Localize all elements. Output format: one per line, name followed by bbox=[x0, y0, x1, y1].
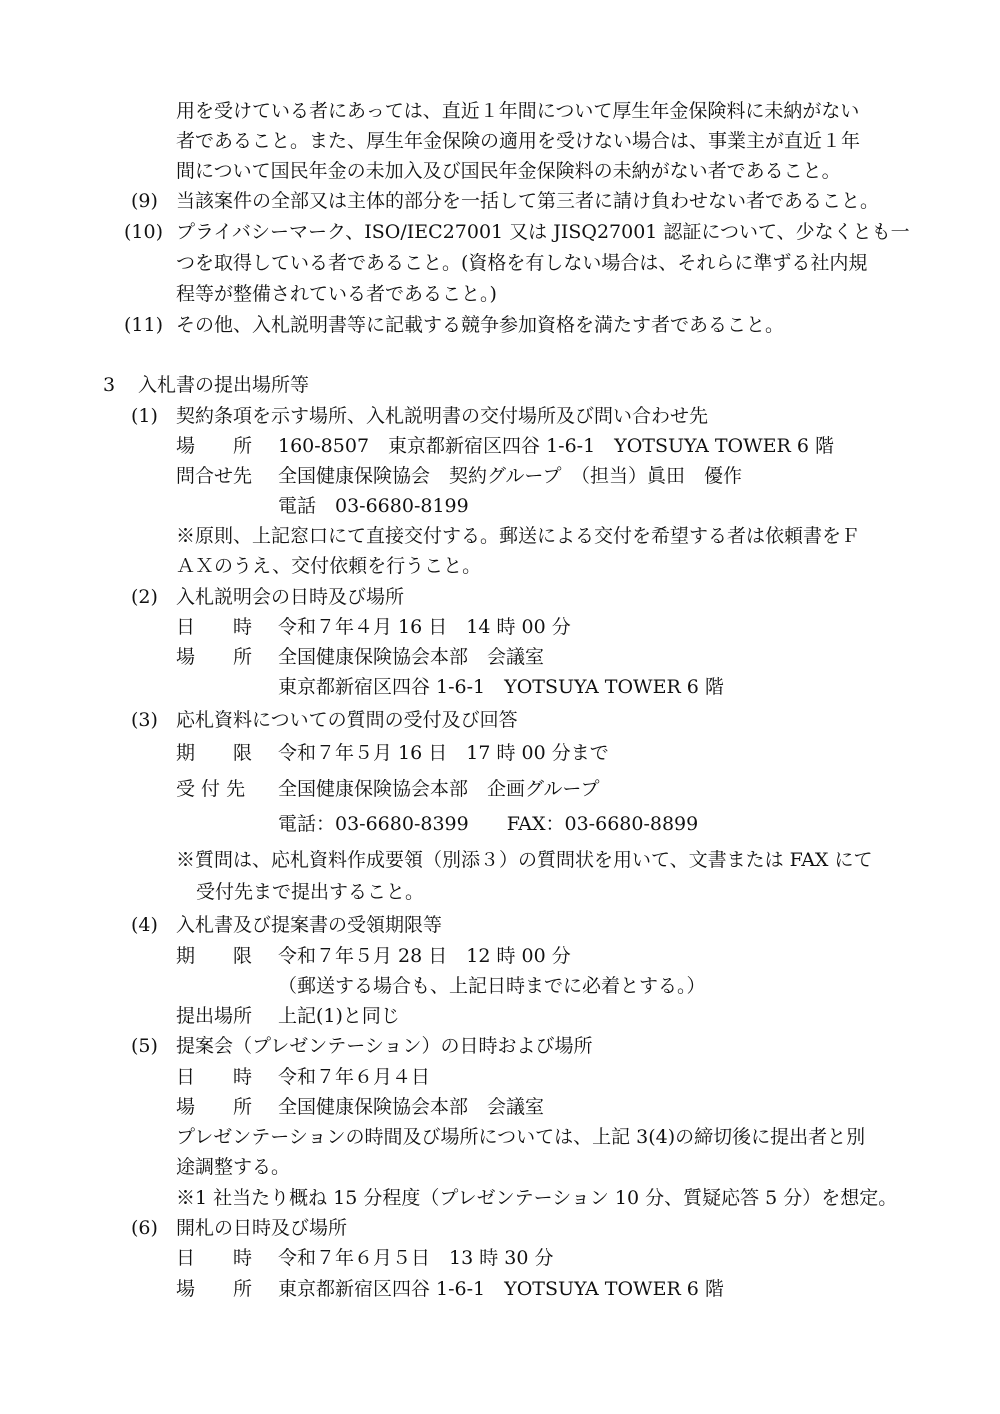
field-label: 日 時 bbox=[176, 1247, 253, 1269]
field-label: 日 時 bbox=[176, 1066, 253, 1088]
field-value: 令和７年６月５日 13 時 30 分 bbox=[278, 1247, 554, 1269]
subsection-number: (3) bbox=[131, 709, 158, 731]
subsection-number: (1) bbox=[131, 405, 158, 427]
subsection-title: 提案会（プレゼンテーション）の日時および場所 bbox=[176, 1035, 593, 1057]
subsection-number: (6) bbox=[131, 1217, 158, 1239]
field-label: 場 所 bbox=[176, 646, 253, 668]
subsection-title: 契約条項を示す場所、入札説明書の交付場所及び問い合わせ先 bbox=[176, 405, 709, 427]
field-label: 期 限 bbox=[176, 945, 253, 967]
item-number: (10) bbox=[124, 221, 164, 243]
subsection-number: (5) bbox=[131, 1035, 158, 1057]
field-value: 令和７年５月 28 日 12 時 00 分 bbox=[278, 945, 571, 967]
subsection-title: 入札書及び提案書の受領期限等 bbox=[176, 914, 443, 936]
note-text: ＡＸのうえ、交付依頼を行うこと。 bbox=[176, 555, 482, 577]
note-text: ※原則、上記窓口にて直接交付する。郵送による交付を希望する者は依頼書をＦ bbox=[176, 525, 861, 547]
item-text: その他、入札説明書等に記載する競争参加資格を満たす者であること。 bbox=[176, 314, 785, 336]
phone-number: 電話：03-6680-8399 FAX：03-6680-8899 bbox=[278, 813, 699, 835]
field-value: 160-8507 東京都新宿区四谷 1-6-1 YOTSUYA TOWER 6 階 bbox=[278, 435, 834, 457]
field-label: 期 限 bbox=[176, 742, 253, 764]
subsection-title: 開札の日時及び場所 bbox=[176, 1217, 348, 1239]
field-value: 令和７年４月 16 日 14 時 00 分 bbox=[278, 616, 571, 638]
address-text: 東京都新宿区四谷 1-6-1 YOTSUYA TOWER 6 階 bbox=[278, 676, 724, 698]
field-label: 問合せ先 bbox=[176, 465, 253, 487]
section-title: 入札書の提出場所等 bbox=[138, 374, 310, 396]
note-text: 受付先まで提出すること。 bbox=[196, 881, 425, 903]
note-text: ※1 社当たり概ね 15 分程度（プレゼンテーション 10 分、質疑応答 5 分）を想定。 bbox=[176, 1187, 898, 1209]
field-label: 受 付 先 bbox=[176, 778, 246, 800]
item-text: プライバシーマーク、ISO/IEC27001 又は JISQ27001 認証について、少なくとも一 bbox=[176, 221, 910, 243]
phone-number: 電話 03-6680-8199 bbox=[278, 495, 469, 517]
text-line: 用を受けている者にあっては、直近１年間について厚生年金保険料に未納がない bbox=[176, 100, 860, 122]
text-line: 間について国民年金の未加入及び国民年金保険料の未納がない者であること。 bbox=[176, 160, 841, 182]
subsection-title: 入札説明会の日時及び場所 bbox=[176, 586, 405, 608]
item-text: 当該案件の全部又は主体的部分を一括して第三者に請け負わせない者であること。 bbox=[176, 190, 880, 212]
field-label: 日 時 bbox=[176, 616, 253, 638]
item-number: (11) bbox=[124, 314, 164, 336]
subsection-number: (4) bbox=[131, 914, 158, 936]
description-text: 途調整する。 bbox=[176, 1156, 291, 1178]
field-value: 令和７年５月 16 日 17 時 00 分まで bbox=[278, 742, 609, 764]
subsection-number: (2) bbox=[131, 586, 158, 608]
item-text: つを取得している者であること。(資格を有しない場合は、それらに準ずる社内規 bbox=[176, 252, 868, 274]
subsection-title: 応札資料についての質問の受付及び回答 bbox=[176, 709, 518, 731]
field-value: 東京都新宿区四谷 1-6-1 YOTSUYA TOWER 6 階 bbox=[278, 1278, 724, 1300]
description-text: プレゼンテーションの時間及び場所については、上記 3(4)の締切後に提出者と別 bbox=[176, 1126, 866, 1148]
text-line: 者であること。また、厚生年金保険の適用を受けない場合は、事業主が直近１年 bbox=[176, 130, 861, 152]
field-value: 全国健康保険協会本部 企画グループ bbox=[278, 778, 600, 800]
field-label: 提出場所 bbox=[176, 1005, 253, 1027]
note-text: ※質問は、応札資料作成要領（別添３）の質問状を用いて、文書または FAX にて bbox=[176, 849, 873, 871]
section-number: 3 bbox=[103, 374, 116, 396]
field-value: 全国健康保険協会本部 会議室 bbox=[278, 646, 545, 668]
field-value: 上記(1)と同じ bbox=[278, 1005, 400, 1027]
deadline-note: （郵送する場合も、上記日時までに必着とする。） bbox=[278, 975, 706, 997]
item-number: (9) bbox=[131, 190, 158, 212]
field-value: 令和７年６月４日 bbox=[278, 1066, 431, 1088]
field-value: 全国健康保険協会 契約グループ （担当）眞田 優作 bbox=[278, 465, 742, 487]
item-text: 程等が整備されている者であること。) bbox=[176, 283, 497, 305]
field-label: 場 所 bbox=[176, 1278, 253, 1300]
field-label: 場 所 bbox=[176, 435, 253, 457]
field-label: 場 所 bbox=[176, 1096, 253, 1118]
field-value: 全国健康保険協会本部 会議室 bbox=[278, 1096, 545, 1118]
